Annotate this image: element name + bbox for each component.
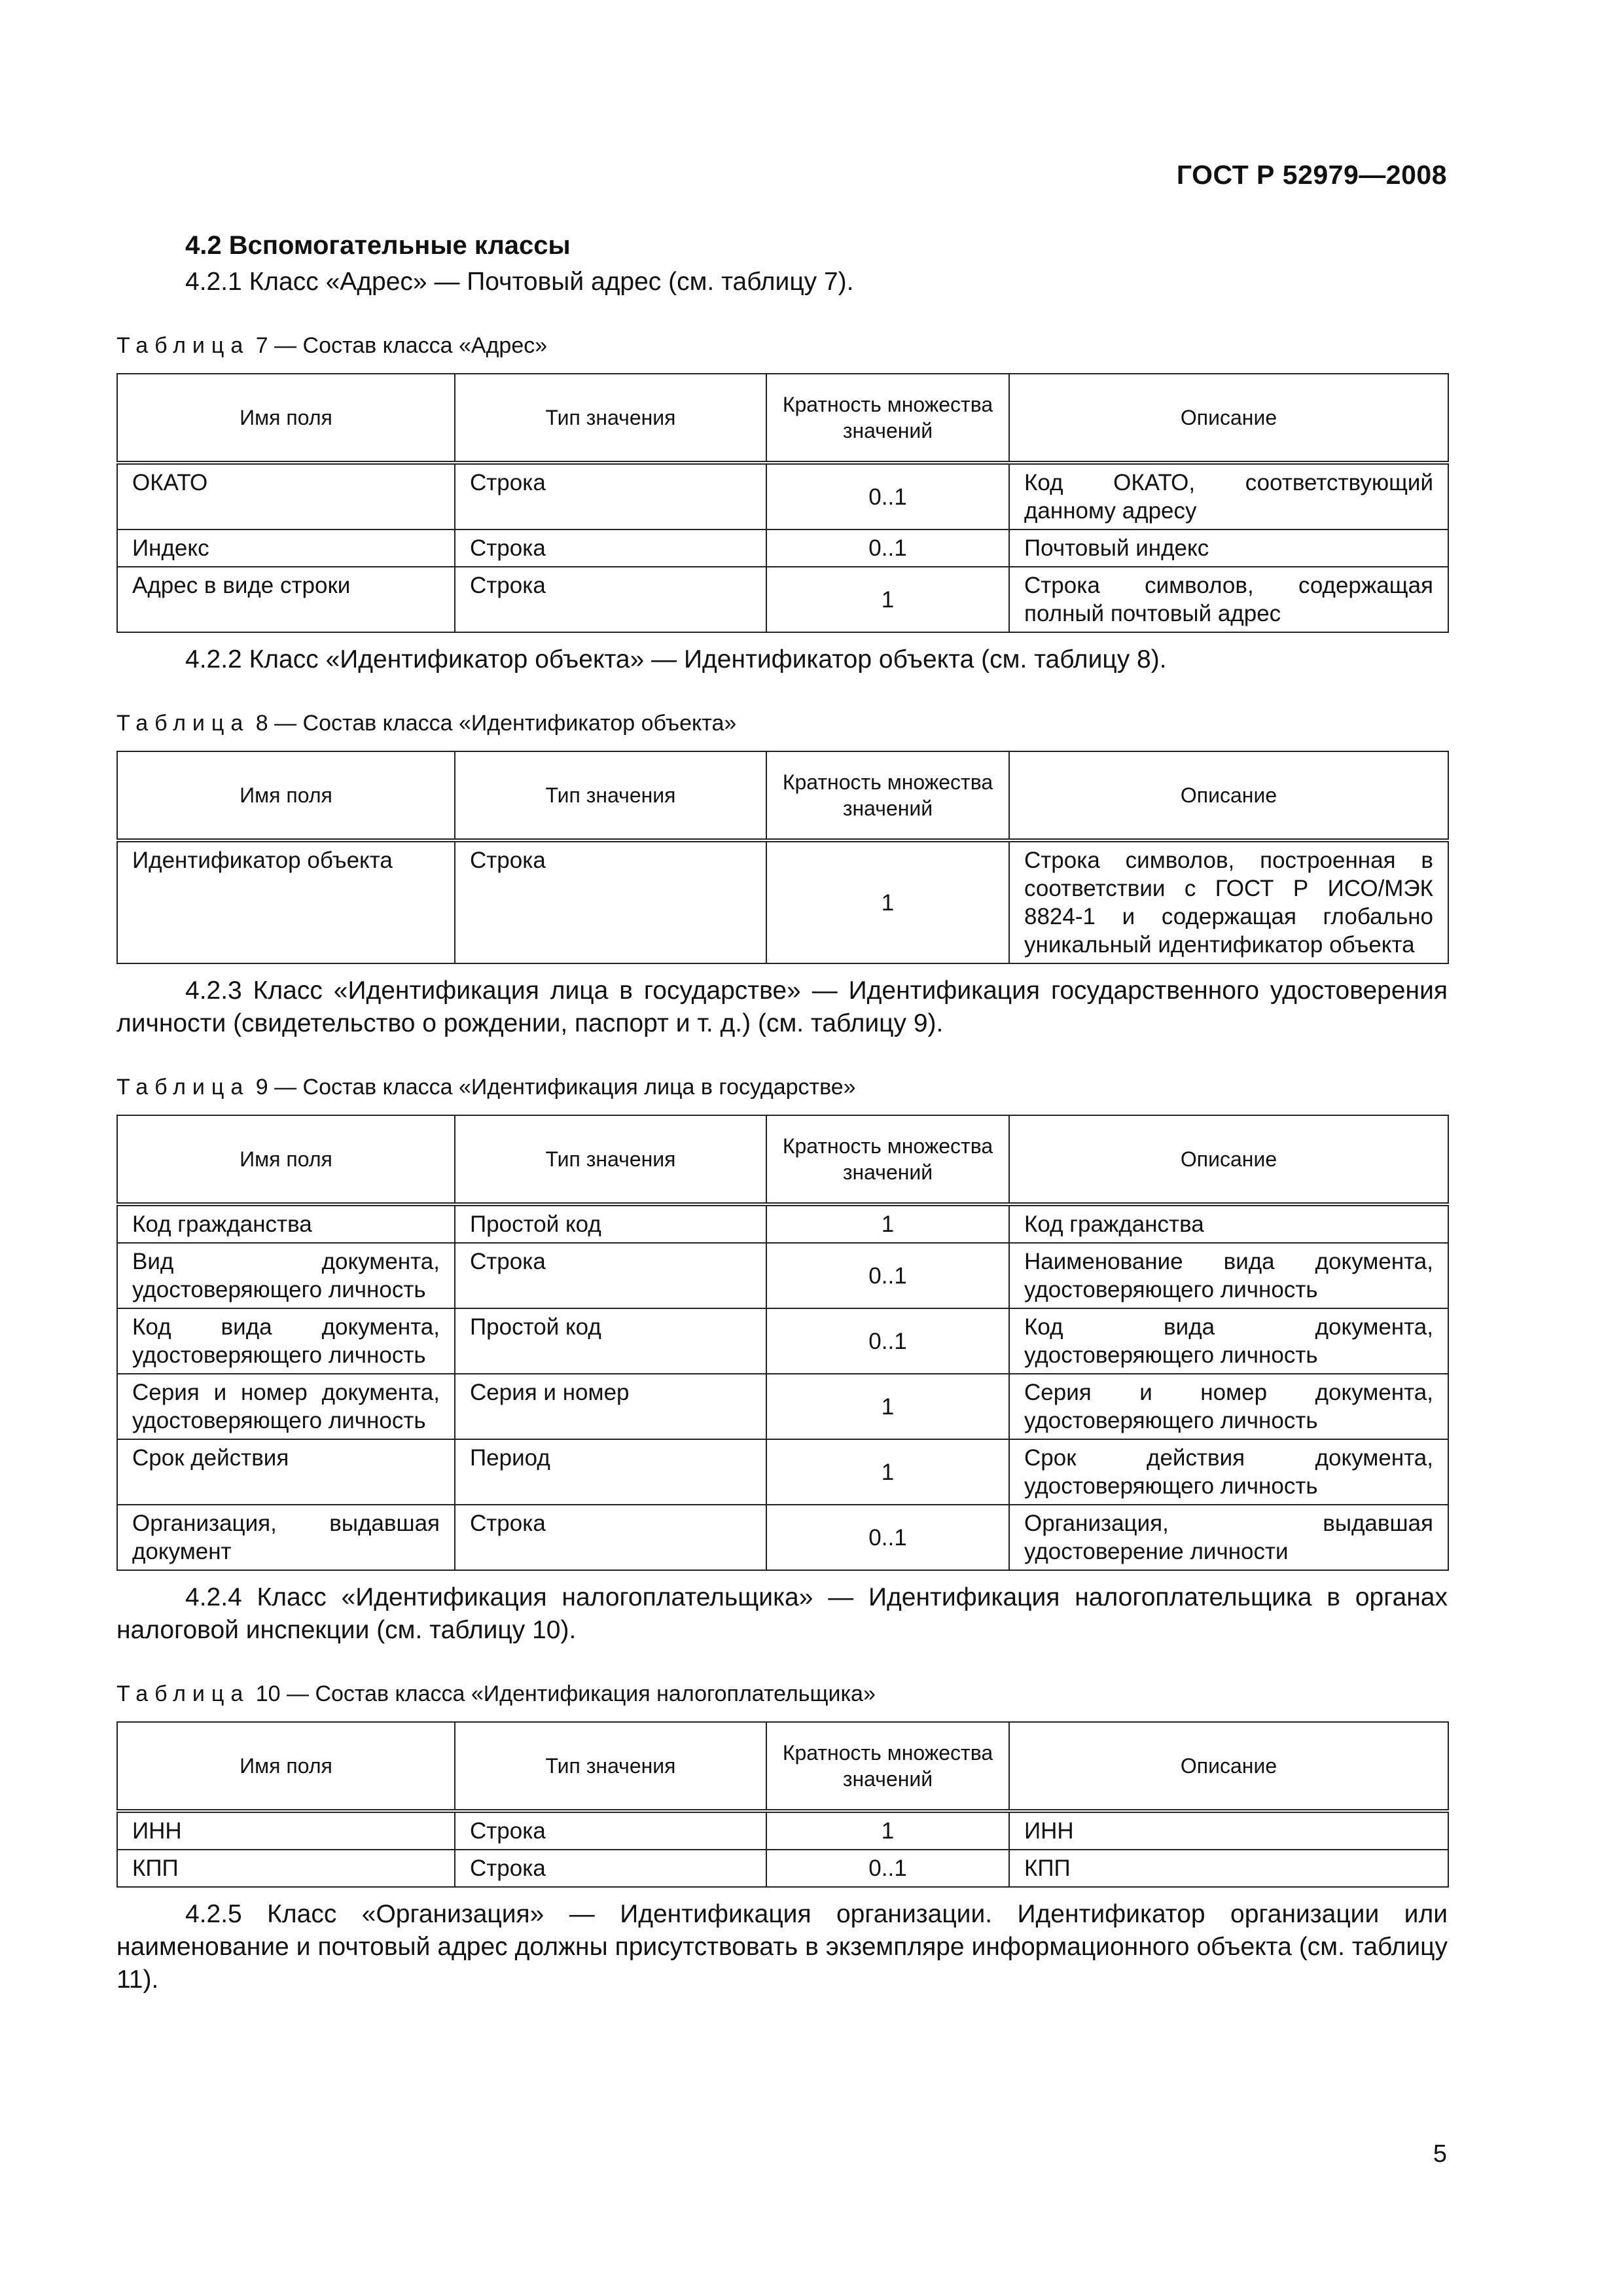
table-header-row	[117, 1115, 1448, 1204]
cell-multiplicity: 0..1	[766, 1850, 1009, 1887]
cell-description: Срок действия документа, удостоверяющего личность	[1009, 1439, 1448, 1505]
cell-multiplicity: 0..1	[766, 529, 1009, 567]
column-header-description: Описание	[1009, 751, 1448, 840]
cell-value-type: Строка	[455, 529, 766, 567]
cell-value-type: Простой код	[455, 1308, 766, 1374]
cell-multiplicity: 1	[766, 1811, 1009, 1850]
cell-multiplicity: 1	[766, 1204, 1009, 1243]
cell-field-name: Код гражданства	[117, 1204, 455, 1243]
table-caption-label: Таблица	[116, 1681, 250, 1706]
cell-field-name: КПП	[117, 1850, 455, 1887]
data-table	[116, 1115, 1449, 1571]
column-header-multiplicity: Кратность множества значений	[766, 374, 1009, 463]
column-header-value-type: Тип значения	[455, 374, 766, 463]
section-paragraph: 4.2.4 Класс «Идентификация налогоплательщика» — Идентификация налогоплательщика в органах налоговой инспекции (см. таблицу 10).	[116, 1583, 1448, 1644]
cell-description: Почтовый индекс	[1009, 529, 1448, 567]
cell-multiplicity: 1	[766, 567, 1009, 632]
cell-multiplicity: 0..1	[766, 1243, 1009, 1308]
table-caption	[116, 332, 1448, 359]
column-header-field-name: Имя поля	[117, 1722, 455, 1811]
cell-description: Строка символов, содержащая полный почтовый адрес	[1009, 567, 1448, 632]
section-heading: 4.2 Вспомогательные классы	[185, 231, 571, 260]
cell-field-name: Код вида документа, удостоверяющего личность	[117, 1308, 455, 1374]
data-table	[116, 1721, 1449, 1888]
table-header-row	[117, 751, 1448, 840]
section-intro: 4.2.1 Класс «Адрес» — Почтовый адрес (см. таблицу 7).	[185, 268, 854, 296]
cell-description: Код вида документа, удостоверяющего личность	[1009, 1308, 1448, 1374]
column-header-description: Описание	[1009, 1722, 1448, 1811]
table-caption	[116, 710, 1448, 736]
cell-value-type: Строка	[455, 463, 766, 529]
cell-value-type: Серия и номер	[455, 1374, 766, 1439]
table-caption-label: Таблица	[116, 333, 250, 358]
section-paragraph: 4.2.5 Класс «Организация» — Идентификация организации. Идентификатор организации или наименование и почтовый адрес должны присутствовать в экземпляре информационного объекта (см. таблицу 11).	[116, 1900, 1448, 1994]
column-header-field-name: Имя поля	[117, 751, 455, 840]
tables-container	[116, 332, 1448, 1996]
cell-multiplicity: 0..1	[766, 463, 1009, 529]
cell-field-name: ОКАТО	[117, 463, 455, 529]
cell-multiplicity: 1	[766, 1374, 1009, 1439]
cell-description: Код гражданства	[1009, 1204, 1448, 1243]
cell-value-type: Строка	[455, 567, 766, 632]
cell-multiplicity: 1	[766, 840, 1009, 963]
cell-description: КПП	[1009, 1850, 1448, 1887]
cell-multiplicity: 0..1	[766, 1505, 1009, 1570]
cell-field-name: Вид документа, удостоверяющего личность	[117, 1243, 455, 1308]
standard-number: ГОСТ Р 52979—2008	[1176, 160, 1447, 190]
cell-value-type: Строка	[455, 1505, 766, 1570]
cell-field-name: Индекс	[117, 529, 455, 567]
table-row	[117, 1439, 1448, 1505]
cell-field-name: Срок действия	[117, 1439, 455, 1505]
cell-field-name: Серия и номер документа, удостоверяющего личность	[117, 1374, 455, 1439]
cell-field-name: Идентификатор объекта	[117, 840, 455, 963]
column-header-value-type: Тип значения	[455, 751, 766, 840]
table-caption-title: 10 — Состав класса «Идентификация налогоплательщика»	[249, 1681, 876, 1706]
table-row	[117, 1243, 1448, 1308]
table-row	[117, 567, 1448, 632]
column-header-description: Описание	[1009, 374, 1448, 463]
table-caption	[116, 1074, 1448, 1100]
cell-value-type: Строка	[455, 1243, 766, 1308]
table-row	[117, 1505, 1448, 1570]
column-header-value-type: Тип значения	[455, 1115, 766, 1204]
table-header-row	[117, 1722, 1448, 1811]
cell-value-type: Период	[455, 1439, 766, 1505]
table-row	[117, 529, 1448, 567]
column-header-multiplicity: Кратность множества значений	[766, 1115, 1009, 1204]
cell-value-type: Строка	[455, 840, 766, 963]
cell-description: ИНН	[1009, 1811, 1448, 1850]
table-row	[117, 1204, 1448, 1243]
cell-description: Серия и номер документа, удостоверяющего личность	[1009, 1374, 1448, 1439]
table-caption-label: Таблица	[116, 711, 250, 736]
table-caption	[116, 1681, 1448, 1707]
section-paragraph: 4.2.3 Класс «Идентификация лица в государстве» — Идентификация государственного удостоверения личности (свидетельство о рождении, паспорт и т. д.) (см. таблицу 9).	[116, 977, 1448, 1037]
table-caption-title: 8 — Состав класса «Идентификатор объекта»	[249, 711, 737, 736]
section-paragraph: 4.2.2 Класс «Идентификатор объекта» — Идентификатор объекта (см. таблицу 8).	[185, 645, 1167, 673]
table-caption-title: 9 — Состав класса «Идентификация лица в государстве»	[249, 1075, 856, 1100]
cell-value-type: Строка	[455, 1811, 766, 1850]
cell-field-name: Организация, выдавшая документ	[117, 1505, 455, 1570]
table-row	[117, 1374, 1448, 1439]
column-header-multiplicity: Кратность множества значений	[766, 1722, 1009, 1811]
column-header-field-name: Имя поля	[117, 1115, 455, 1204]
column-header-value-type: Тип значения	[455, 1722, 766, 1811]
column-header-multiplicity: Кратность множества значений	[766, 751, 1009, 840]
table-caption-title: 7 — Состав класса «Адрес»	[249, 333, 548, 358]
cell-field-name: Адрес в виде строки	[117, 567, 455, 632]
page-content	[116, 229, 1448, 1996]
table-row	[117, 1850, 1448, 1887]
cell-description: Наименование вида документа, удостоверяющего личность	[1009, 1243, 1448, 1308]
table-row	[117, 1308, 1448, 1374]
cell-field-name: ИНН	[117, 1811, 455, 1850]
table-header-row	[117, 374, 1448, 463]
data-table	[116, 373, 1449, 633]
column-header-field-name: Имя поля	[117, 374, 455, 463]
data-table	[116, 751, 1449, 964]
table-caption-label: Таблица	[116, 1075, 250, 1100]
cell-description: Организация, выдавшая удостоверение личности	[1009, 1505, 1448, 1570]
cell-description: Код ОКАТО, соответствующий данному адресу	[1009, 463, 1448, 529]
cell-description: Строка символов, построенная в соответствии с ГОСТ Р ИСО/МЭК 8824-1 и содержащая глобально уникальный идентификатор объекта	[1009, 840, 1448, 963]
table-row	[117, 463, 1448, 529]
table-row	[117, 840, 1448, 963]
cell-multiplicity: 1	[766, 1439, 1009, 1505]
table-row	[117, 1811, 1448, 1850]
cell-value-type: Простой код	[455, 1204, 766, 1243]
page-number: 5	[1433, 2140, 1447, 2168]
column-header-description: Описание	[1009, 1115, 1448, 1204]
cell-value-type: Строка	[455, 1850, 766, 1887]
cell-multiplicity: 0..1	[766, 1308, 1009, 1374]
